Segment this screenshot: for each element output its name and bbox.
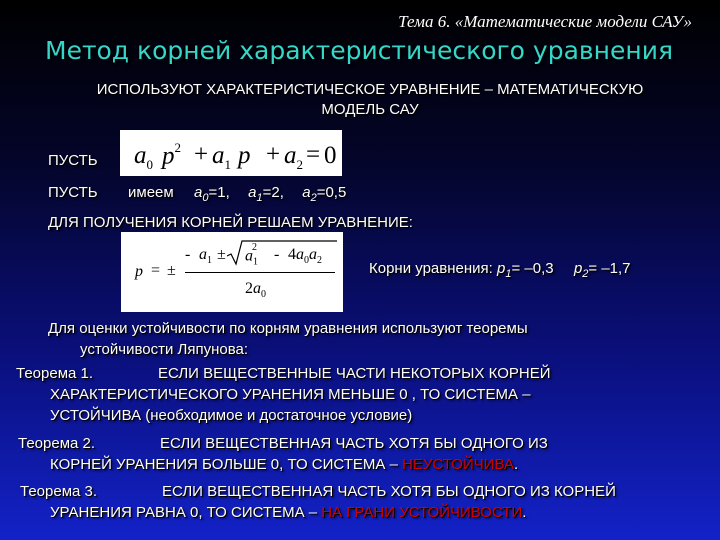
eq-zero: 0 (324, 142, 337, 169)
stability-text (48, 318, 708, 360)
root-p1: $p_1= -0,3$ (497, 260, 554, 280)
eq-plus-2: + (266, 141, 281, 168)
theorem-1-line-3: УСТОЙЧИВА (необходимое и достаточное условие) (50, 407, 413, 424)
theorem-1-line-2: ХАРАКТЕРИСТИЧЕСКОГО УРАНЕНИЯ МЕНЬШЕ 0 , ТО СИСТЕМА – (50, 386, 531, 403)
root-p2: $p_2= -1,7$ (573, 260, 631, 280)
eq-p-squared: $p^2$ (162, 140, 181, 170)
unstable-highlight: НЕУСТОЙЧИВА (402, 456, 515, 473)
theorem-3-head: Теорема 3. (20, 483, 98, 500)
eq-p: p (238, 142, 251, 169)
roots-label: Корни уравнения: (369, 260, 493, 277)
formula-equals: = (151, 262, 161, 279)
theorem-1 (16, 363, 716, 426)
theorem-3-line-2: УРАНЕНИЯ РАВНА 0, ТО СИСТЕМА – НА ГРАНИ УСТОЙЧИВОСТИ. (50, 504, 527, 521)
step2-label: ПУСТЬ (48, 184, 98, 201)
theorem-2-line-2: КОРНЕЙ УРАНЕНИЯ БОЛЬШЕ 0, ТО СИСТЕМА – НЕУСТОЙЧИВА. (50, 456, 519, 473)
step1-label: ПУСТЬ (48, 152, 98, 169)
eq-plus-1: + (194, 141, 209, 168)
formula-minus-2: - (274, 246, 280, 263)
boundary-highlight: НА ГРАНИ УСТОЙЧИВОСТИ (321, 504, 523, 521)
coef-a2: $a_2=0,5$ (302, 184, 347, 204)
theorem-3-line-1: ЕСЛИ ВЕЩЕСТВЕННАЯ ЧАСТЬ ХОТЯ БЫ ОДНОГО ИЗ КОРНЕЙ (162, 483, 616, 500)
stability-line-1: Для оценки устойчивости по корням уравнения используют теоремы (48, 320, 528, 337)
formula-a1: $a_1$ (199, 246, 212, 267)
fraction-bar (185, 272, 335, 273)
eq-a1: $a_1$ (212, 142, 231, 172)
characteristic-equation (120, 130, 342, 176)
intro-line-2: МОДЕЛЬ САУ (321, 101, 419, 118)
formula-2a0: $2a_0$ (245, 280, 266, 301)
eq-a0: $a_0$ (134, 142, 153, 172)
eq-equals: = (306, 141, 321, 168)
theorem-3 (20, 481, 720, 523)
topic-label: Тема 6. «Математические модели САУ» (398, 12, 692, 31)
intro-text (30, 80, 710, 120)
coef-a1: $a_1=2$, (248, 184, 284, 204)
roots-formula (121, 232, 343, 312)
step2-row (48, 184, 346, 204)
theorem-2-line-1: ЕСЛИ ВЕЩЕСТВЕННАЯ ЧАСТЬ ХОТЯ БЫ ОДНОГО ИЗ (160, 435, 548, 452)
sqrt-sign (227, 238, 339, 266)
slide-title: Метод корней характеристического уравнения (45, 36, 673, 65)
formula-p: p (135, 263, 143, 280)
coef-a0: $a_0=1$, (194, 184, 230, 204)
formula-a1-squared: $a_1^2$ (245, 242, 258, 268)
stability-line-2: устойчивости Ляпунова: (80, 341, 249, 358)
step3-label: ДЛЯ ПОЛУЧЕНИЯ КОРНЕЙ РЕШАЕМ УРАВНЕНИЕ: (48, 214, 413, 231)
theorem-1-line-1: ЕСЛИ ВЕЩЕСТВЕННЫЕ ЧАСТИ НЕКОТОРЫХ КОРНЕЙ (158, 365, 551, 382)
roots-result (369, 260, 631, 280)
eq-a2: $a_2$ (284, 142, 303, 172)
formula-minus: - (185, 246, 191, 263)
formula-plus-minus: ± (167, 262, 176, 279)
formula-4a0a2: $4a_0a_2$ (288, 246, 322, 267)
step2-have: имеем (128, 184, 174, 201)
theorem-2 (18, 433, 718, 475)
formula-plus-minus-2: ± (217, 246, 226, 263)
intro-line-1: ИСПОЛЬЗУЮТ ХАРАКТЕРИСТИЧЕСКОЕ УРАВНЕНИЕ – МАТЕМАТИЧЕСКУЮ (96, 81, 644, 98)
theorem-2-head: Теорема 2. (18, 435, 96, 452)
theorem-1-head: Теорема 1. (16, 365, 94, 382)
